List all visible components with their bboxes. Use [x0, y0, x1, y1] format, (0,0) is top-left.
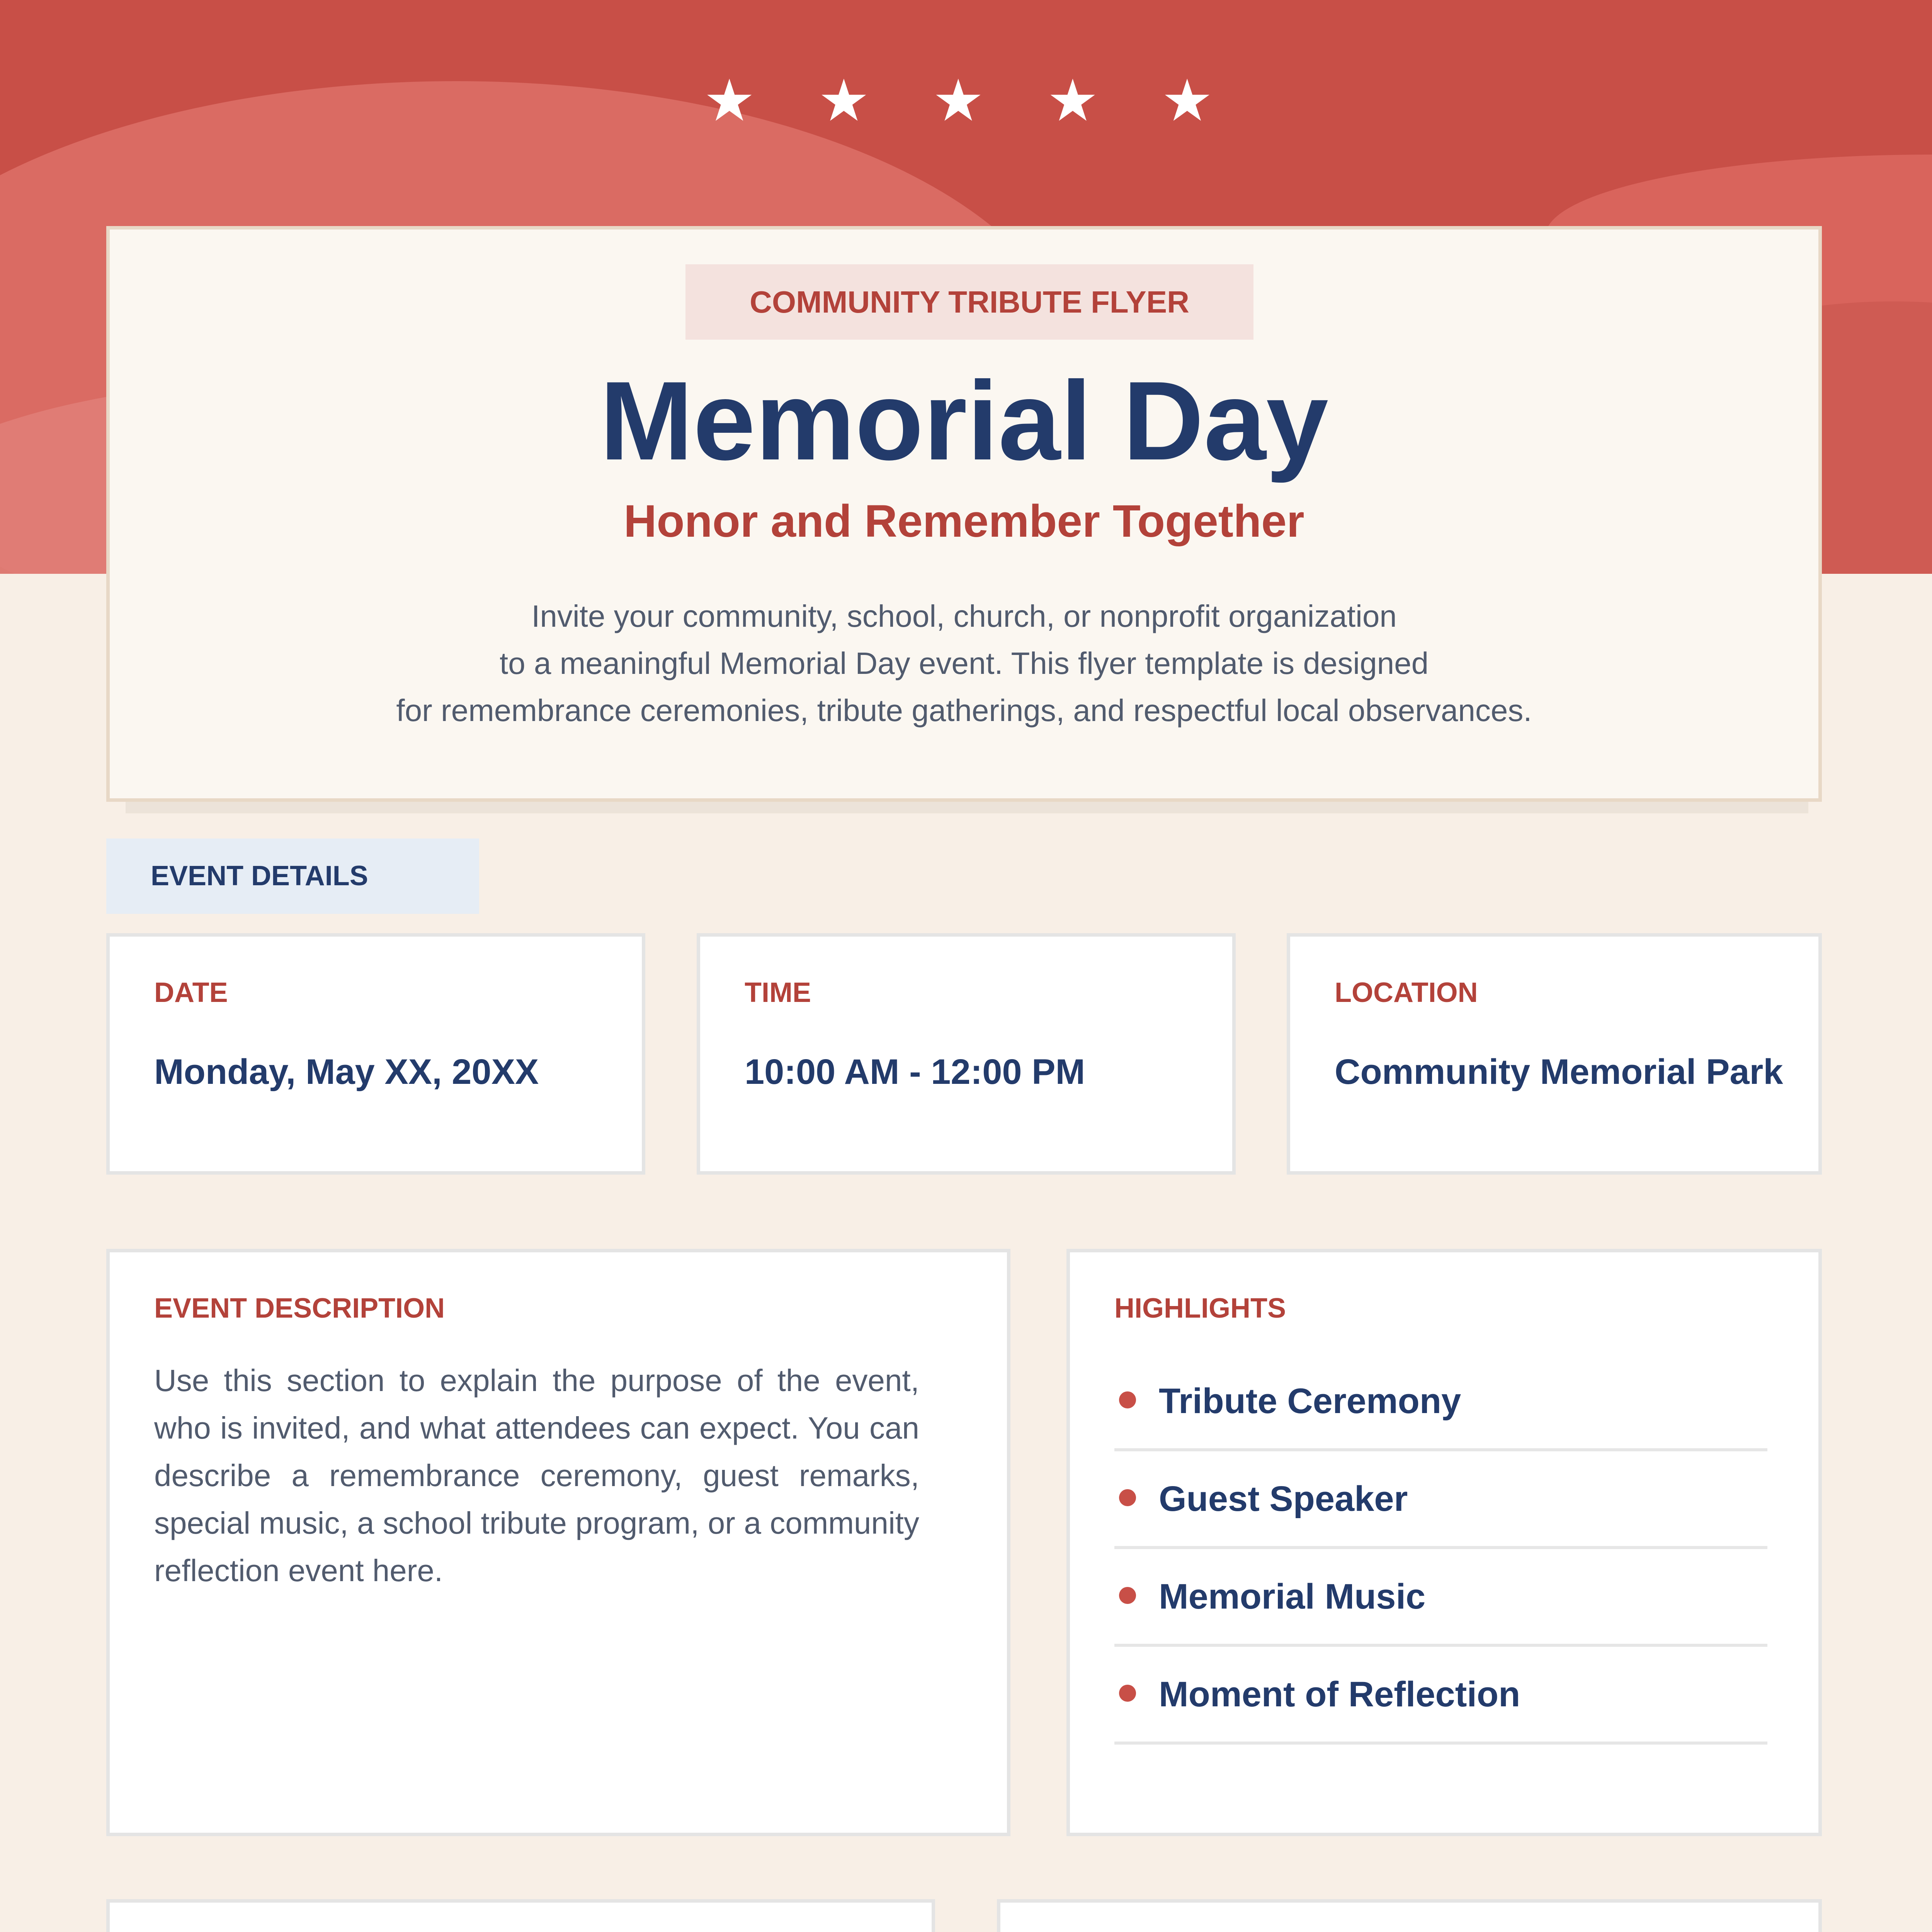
- list-item: [1114, 1650, 1767, 1745]
- star-icon: ★: [818, 68, 886, 133]
- highlight-text: Tribute Ceremony: [1159, 1381, 1461, 1421]
- bullet-icon: [1119, 1391, 1136, 1408]
- list-item: [1114, 1552, 1767, 1647]
- date-value: Monday, May XX, 20XX: [154, 1052, 539, 1092]
- time-value: 10:00 AM - 12:00 PM: [745, 1052, 1085, 1092]
- time-card: [697, 933, 1236, 1175]
- highlights-list: [1114, 1357, 1767, 1748]
- highlights-card: [1066, 1249, 1822, 1836]
- flyer-tag: COMMUNITY TRIBUTE FLYER: [685, 264, 1253, 340]
- intro-line: for remembrance ceremonies, tribute gatherings, and respectful local observances.: [396, 693, 1532, 728]
- date-label: DATE: [154, 977, 228, 1008]
- location-value: Community Memorial Park: [1335, 1052, 1783, 1092]
- intro-line: Invite your community, school, church, or nonprofit organization: [531, 599, 1397, 633]
- intro-text: [110, 593, 1818, 734]
- hero-card: [106, 226, 1822, 802]
- bullet-icon: [1119, 1587, 1136, 1604]
- description-card: [106, 1249, 1010, 1836]
- star-icon: ★: [1046, 68, 1114, 133]
- description-text: Use this section to explain the purpose of the event, who is invited, and what attendees can expect. You can describe a remembrance ceremony, guest remarks, special music, a school tribute program, or a community reflection event here.: [154, 1363, 919, 1588]
- star-icon: ★: [703, 68, 771, 133]
- highlights-label: HIGHLIGHTS: [1114, 1293, 1286, 1324]
- rsvp-card: [997, 1899, 1822, 1932]
- date-card: [106, 933, 645, 1175]
- bullet-icon: [1119, 1685, 1136, 1702]
- list-item: [1114, 1357, 1767, 1451]
- bullet-icon: [1119, 1489, 1136, 1506]
- highlight-text: Moment of Reflection: [1159, 1675, 1520, 1714]
- location-label: LOCATION: [1335, 977, 1478, 1008]
- contact-card: [106, 1899, 935, 1932]
- star-icon: ★: [932, 68, 1000, 133]
- time-label: TIME: [745, 977, 811, 1008]
- intro-line: to a meaningful Memorial Day event. This flyer template is designed: [499, 646, 1429, 680]
- highlight-text: Guest Speaker: [1159, 1479, 1408, 1519]
- location-card: [1287, 933, 1822, 1175]
- star-icon: ★: [1161, 68, 1229, 133]
- highlight-text: Memorial Music: [1159, 1577, 1426, 1616]
- event-details-heading: EVENT DETAILS: [106, 838, 479, 914]
- list-item: [1114, 1454, 1767, 1549]
- page-title: Memorial Day: [600, 358, 1328, 483]
- description-label: EVENT DESCRIPTION: [154, 1293, 445, 1324]
- star-row: [0, 70, 1932, 131]
- page-subtitle: Honor and Remember Together: [624, 496, 1304, 547]
